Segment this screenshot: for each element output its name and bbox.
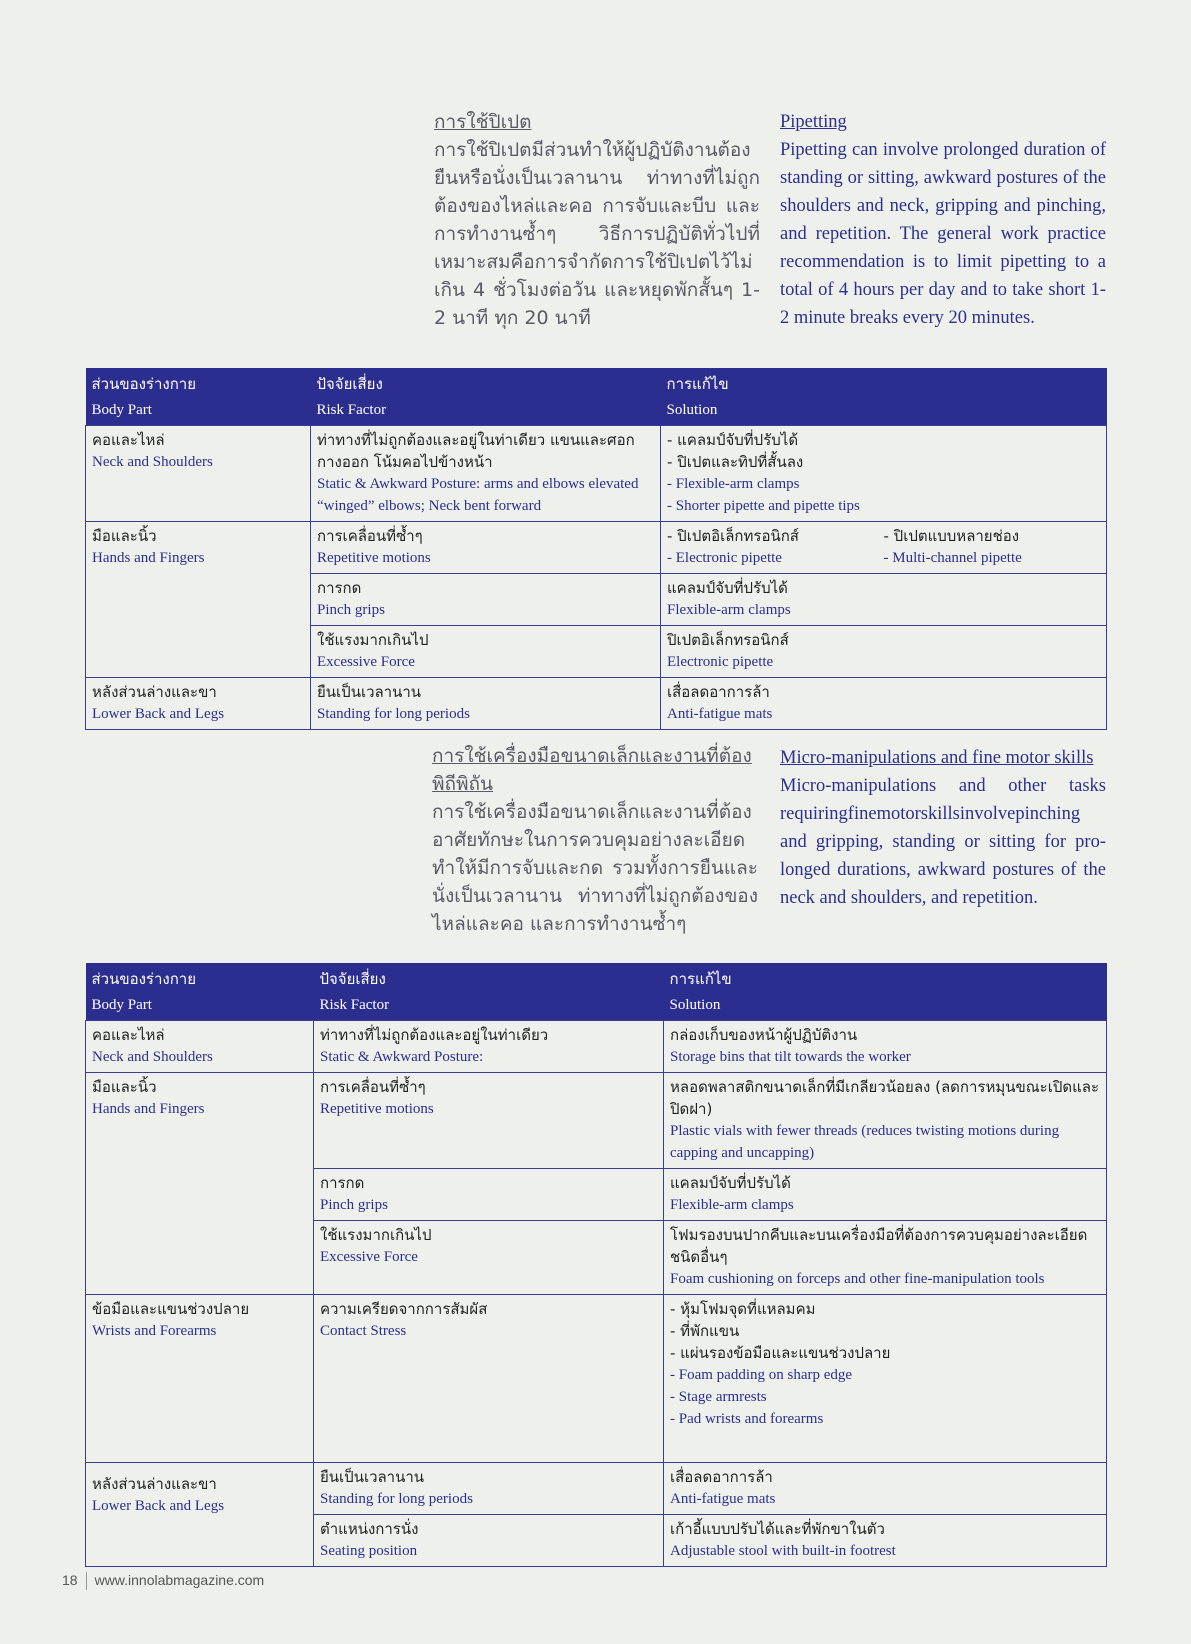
solution-cell: โฟมรองบนปากคีบและบนเครื่องมือที่ต้องการควบคุมอย่างละเอียดชนิดอื่นๆ Foam cushioning on forceps and other fine-manipulation tools bbox=[664, 1221, 1107, 1295]
solution-cell: แคลมป์จับที่ปรับได้ Flexible-arm clamps bbox=[664, 1169, 1107, 1221]
risk-factor-cell: ตำแหน่งการนั่ง Seating position bbox=[314, 1515, 664, 1567]
table-row bbox=[86, 1073, 1107, 1169]
risk-factor-cell: ความเครียดจากการสัมผัส Contact Stress bbox=[314, 1295, 664, 1463]
header-risk-factor: ปัจจัยเสี่ยง Risk Factor bbox=[311, 368, 661, 426]
header-body-part: ส่วนของร่างกาย Body Part bbox=[86, 368, 311, 426]
table-row bbox=[86, 522, 1107, 574]
body-part-cell: มือและนิ้ว Hands and Fingers bbox=[86, 1073, 314, 1295]
pipetting-thai-heading: การใช้ปิเปต bbox=[434, 111, 532, 133]
solution-cell: เก้าอี้แบบปรับได้และที่พักขาในตัว Adjustable stool with built-in footrest bbox=[664, 1515, 1107, 1567]
risk-factor-cell: การกด Pinch grips bbox=[314, 1169, 664, 1221]
table-row bbox=[86, 426, 1107, 522]
body-part-cell: คอและไหล่ Neck and Shoulders bbox=[86, 1021, 314, 1073]
body-part-cell: ข้อมือและแขนช่วงปลาย Wrists and Forearms bbox=[86, 1295, 314, 1463]
table-header-row bbox=[86, 963, 1107, 1021]
micro-manipulation-thai-body: การใช้เครื่องมือขนาดเล็กและงานที่ต้องอาศัยทักษะในการควบคุมอย่างละเอียดทำให้มีการจับและกด รวมทั้งการยืนและนั่งเป็นเวลานาน ท่าทางที่ไม่ถูกต้องของไหล่และคอ และการทำงานซ้ำๆ bbox=[432, 801, 758, 935]
solution-cell: เสื่อลดอาการล้า Anti-fatigue mats bbox=[661, 678, 1107, 730]
header-risk-factor: ปัจจัยเสี่ยง Risk Factor bbox=[314, 963, 664, 1021]
page-footer bbox=[62, 1572, 264, 1590]
micro-manipulation-english-body: Micro-manipulations and other tasks requiringfinemotorskillsinvolvepinching and gripping, standing or sitting for pro-longed durations, awkward postures of the neck and shoulders, and repetition. bbox=[780, 776, 1106, 908]
risk-factor-cell: การกด Pinch grips bbox=[311, 574, 661, 626]
risk-factor-cell: การเคลื่อนที่ซ้ำๆ Repetitive motions bbox=[311, 522, 661, 574]
table-row bbox=[86, 1463, 1107, 1515]
micro-manipulation-thai-heading: การใช้เครื่องมือขนาดเล็กและงานที่ต้องพิถีพิถัน bbox=[432, 745, 752, 795]
header-solution: การแก้ไข Solution bbox=[664, 963, 1107, 1021]
body-part-cell: มือและนิ้ว Hands and Fingers bbox=[86, 522, 311, 678]
pipetting-english-block bbox=[780, 108, 1106, 332]
solution-cell: หลอดพลาสติกขนาดเล็กที่มีเกลียวน้อยลง (ลดการหมุนขณะเปิดและปิดฝา) Plastic vials with fewer threads (reduces twisting motions during capping and uncapping) bbox=[664, 1073, 1107, 1169]
micro-manipulation-risk-table bbox=[85, 963, 1107, 1567]
pipetting-english-heading: Pipetting bbox=[780, 112, 847, 132]
solution-cell: แคลมป์จับที่ปรับได้ Flexible-arm clamps bbox=[661, 574, 1107, 626]
body-part-cell: หลังส่วนล่างและขา Lower Back and Legs bbox=[86, 678, 311, 730]
footer-divider bbox=[86, 1572, 87, 1590]
website-link[interactable]: www.innolabmagazine.com bbox=[94, 1572, 265, 1588]
risk-factor-cell: ใช้แรงมากเกินไป Excessive Force bbox=[314, 1221, 664, 1295]
pipetting-thai-block bbox=[434, 108, 760, 332]
risk-factor-cell: ยืนเป็นเวลานาน Standing for long periods bbox=[311, 678, 661, 730]
pipetting-thai-body: การใช้ปิเปตมีส่วนทำให้ผู้ปฏิบัติงานต้องยืนหรือนั่งเป็นเวลานาน ท่าทางที่ไม่ถูกต้องของไหล่และคอ การจับและบีบ และการทำงานซ้ำๆ วิธีการปฏิบัติทั่วไปที่เหมาะสมคือการจำกัดการใช้ปิเปตไว้ไม่เกิน 4 ชั่วโมงต่อวัน และหยุดพักสั้นๆ 1-2 นาที ทุก 20 นาที bbox=[434, 139, 760, 329]
page-number: 18 bbox=[62, 1572, 78, 1588]
solution-cell: เสื่อลดอาการล้า Anti-fatigue mats bbox=[664, 1463, 1107, 1515]
body-part-cell: หลังส่วนล่างและขา Lower Back and Legs bbox=[86, 1463, 314, 1567]
table-header-row bbox=[86, 368, 1107, 426]
table-row bbox=[86, 1021, 1107, 1073]
solution-cell: - แคลมป์จับที่ปรับได้ - ปิเปตและทิปที่สั้นลง - Flexible-arm clamps - Shorter pipette and pipette tips bbox=[661, 426, 1107, 522]
risk-factor-cell: ท่าทางที่ไม่ถูกต้องและอยู่ในท่าเดียว แขนและศอกกางออก โน้มคอไปข้างหน้า Static & Awkward Posture: arms and elbows elevated “winged” elbows; Neck bent forward bbox=[311, 426, 661, 522]
header-solution: การแก้ไข Solution bbox=[661, 368, 1107, 426]
risk-factor-cell: ยืนเป็นเวลานาน Standing for long periods bbox=[314, 1463, 664, 1515]
micro-manipulation-thai-block bbox=[432, 742, 758, 938]
risk-factor-cell: การเคลื่อนที่ซ้ำๆ Repetitive motions bbox=[314, 1073, 664, 1169]
body-part-cell: คอและไหล่ Neck and Shoulders bbox=[86, 426, 311, 522]
micro-manipulation-english-heading: Micro-manipulations and fine motor skills bbox=[780, 748, 1094, 768]
pipetting-english-body: Pipetting can involve prolonged duration of standing or sitting, awkward postures of the shoulders and neck, gripping and pinching, and repetition. The general work practice recommendation is to limit pipetting to a total of 4 hours per day and to take short 1-2 minute breaks every 20 minutes. bbox=[780, 140, 1106, 328]
solution-cell: - ปิเปตอิเล็กทรอนิกส์ - Electronic pipette - ปิเปตแบบหลายช่อง - Multi-channel pipette bbox=[661, 522, 1107, 574]
risk-factor-cell: ท่าทางที่ไม่ถูกต้องและอยู่ในท่าเดียว Static & Awkward Posture: bbox=[314, 1021, 664, 1073]
micro-manipulation-english-block bbox=[780, 744, 1106, 912]
table-row bbox=[86, 1295, 1107, 1463]
header-body-part: ส่วนของร่างกาย Body Part bbox=[86, 963, 314, 1021]
solution-cell: ปิเปตอิเล็กทรอนิกส์ Electronic pipette bbox=[661, 626, 1107, 678]
solution-cell: กล่องเก็บของหน้าผู้ปฏิบัติงาน Storage bins that tilt towards the worker bbox=[664, 1021, 1107, 1073]
solution-cell: - หุ้มโฟมจุดที่แหลมคม - ที่พักแขน - แผ่นรองข้อมือและแขนช่วงปลาย - Foam padding on sharp edge - Stage armrests - Pad wrists and forearms bbox=[664, 1295, 1107, 1463]
pipetting-risk-table bbox=[85, 368, 1107, 730]
risk-factor-cell: ใช้แรงมากเกินไป Excessive Force bbox=[311, 626, 661, 678]
table-row bbox=[86, 678, 1107, 730]
